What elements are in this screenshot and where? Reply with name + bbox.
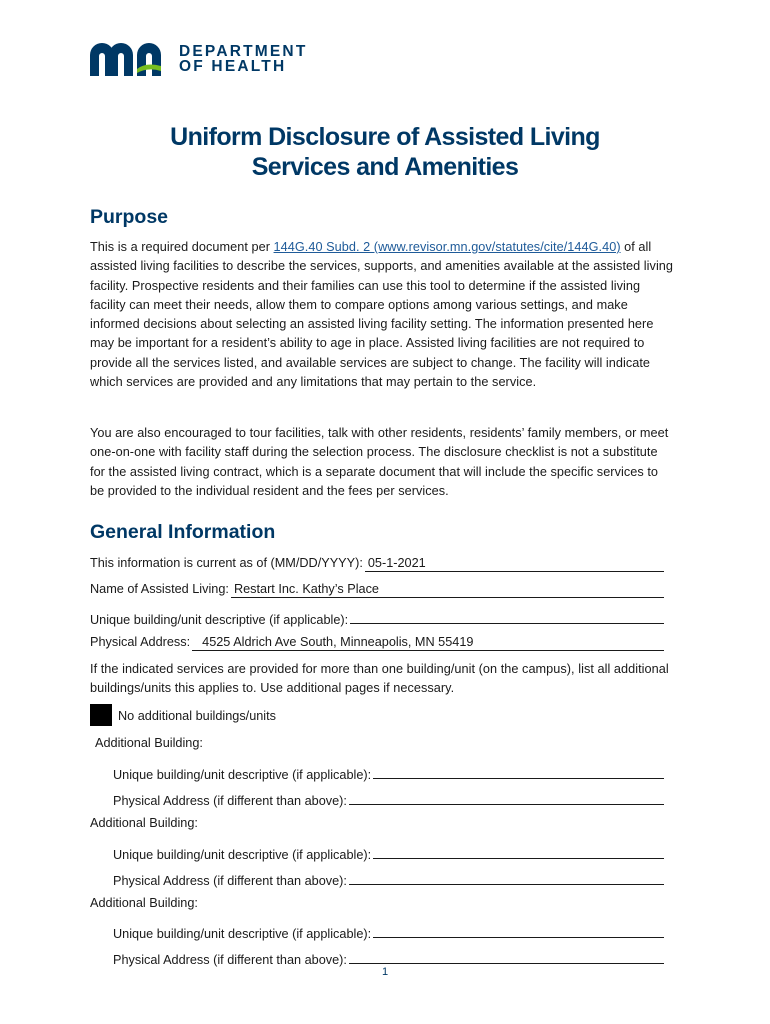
statute-link[interactable]: 144G.40 Subd. 2 (www.revisor.mn.gov/statutes/cite/144G.40): [273, 240, 621, 254]
physical-address-row: [90, 634, 664, 651]
title-line-1: Uniform Disclosure of Assisted Living: [170, 123, 600, 151]
additional-building-3-unique-label: Unique building/unit descriptive (if applicable):: [113, 927, 372, 941]
mdh-logo: [90, 42, 308, 76]
current-as-of-row: [90, 555, 664, 572]
logo-wordmark: [179, 44, 308, 74]
logo-line-2: OF HEALTH: [179, 58, 287, 75]
additional-building-3-address-field[interactable]: [349, 947, 664, 964]
logo-line-1: DEPARTMENT: [179, 43, 308, 60]
unique-building-row: [90, 607, 664, 628]
additional-building-3-address-row: [113, 947, 664, 968]
additional-building-1-heading: Additional Building:: [95, 736, 203, 750]
additional-building-2-address-row: [113, 868, 664, 889]
no-additional-buildings-label: No additional buildings/units: [118, 709, 276, 723]
additional-building-3-address-label: Physical Address (if different than above):: [113, 953, 347, 967]
physical-address-label: Physical Address:: [90, 635, 191, 649]
additional-building-2-unique-field[interactable]: [373, 842, 664, 859]
purpose-paragraph-1: [90, 238, 675, 392]
purpose-paragraph-2: You are also encouraged to tour facilities, talk with other residents, residents’ family members, or meet one-on-one with facility staff during the selection process. The disclosure checklist is not a substitute for the assisted living contract, which is a separate document that will include the specific services to be provided to the individual resident and the fees per services.: [90, 426, 669, 498]
facility-name-label: Name of Assisted Living:: [90, 582, 229, 596]
additional-building-2-heading: Additional Building:: [90, 816, 198, 830]
general-information-heading: General Information: [90, 521, 276, 543]
current-as-of-field[interactable]: 05-1-2021: [365, 555, 664, 572]
unique-building-field[interactable]: [350, 607, 664, 624]
page-number: 1: [381, 966, 389, 978]
additional-building-2-address-field[interactable]: [349, 868, 664, 885]
additional-building-1-unique-label: Unique building/unit descriptive (if applicable):: [113, 768, 372, 782]
additional-building-3-unique-row: [113, 921, 664, 942]
additional-building-1-address-row: [113, 788, 664, 809]
additional-building-3-heading: Additional Building:: [90, 896, 198, 910]
mn-logo-icon: [90, 42, 170, 76]
additional-building-2-unique-row: [113, 842, 664, 863]
purpose-text-lead: This is a required document per: [90, 240, 274, 254]
additional-building-3-unique-field[interactable]: [373, 921, 664, 938]
unique-building-label: Unique building/unit descriptive (if applicable):: [90, 613, 349, 627]
purpose-heading: Purpose: [90, 206, 169, 228]
facility-name-field[interactable]: Restart Inc. Kathy’s Place: [231, 581, 664, 598]
additional-building-1-address-label: Physical Address (if different than above):: [113, 794, 347, 808]
title-line-2: Services and Amenities: [251, 153, 519, 181]
purpose-text-rest: of all assisted living facilities to describe the services, supports, and amenities available at the assisted living facility. Prospective residents and their families can use this tool to determine if the assisted living facility can meet their needs, allow them to compare options among various settings, and make informed decisions about selecting an assisted living facility setting. The information presented here may be important for a resident’s ability to age in place. Assisted living facilities are not required to provide all the services listed, and available services are subject to change. The facility will indicate which services are provided and any limitations that may pertain to the service.: [90, 240, 674, 390]
physical-address-field[interactable]: 4525 Aldrich Ave South, Minneapolis, MN 55419: [192, 634, 664, 651]
document-title: [0, 122, 770, 182]
no-additional-buildings-checkbox[interactable]: [90, 704, 112, 726]
facility-name-row: [90, 581, 664, 598]
additional-building-1-unique-field[interactable]: [373, 762, 664, 779]
additional-building-2-address-label: Physical Address (if different than above):: [113, 874, 347, 888]
current-as-of-label: This information is current as of (MM/DD/YYYY):: [90, 556, 363, 570]
additional-building-1-unique-row: [113, 762, 664, 783]
additional-building-1-address-field[interactable]: [349, 788, 664, 805]
additional-building-2-unique-label: Unique building/unit descriptive (if applicable):: [113, 848, 372, 862]
additional-buildings-instructions: If the indicated services are provided for more than one building/unit (on the campus), list all additional buildings/units this applies to. Use additional pages if necessary.: [90, 662, 669, 696]
